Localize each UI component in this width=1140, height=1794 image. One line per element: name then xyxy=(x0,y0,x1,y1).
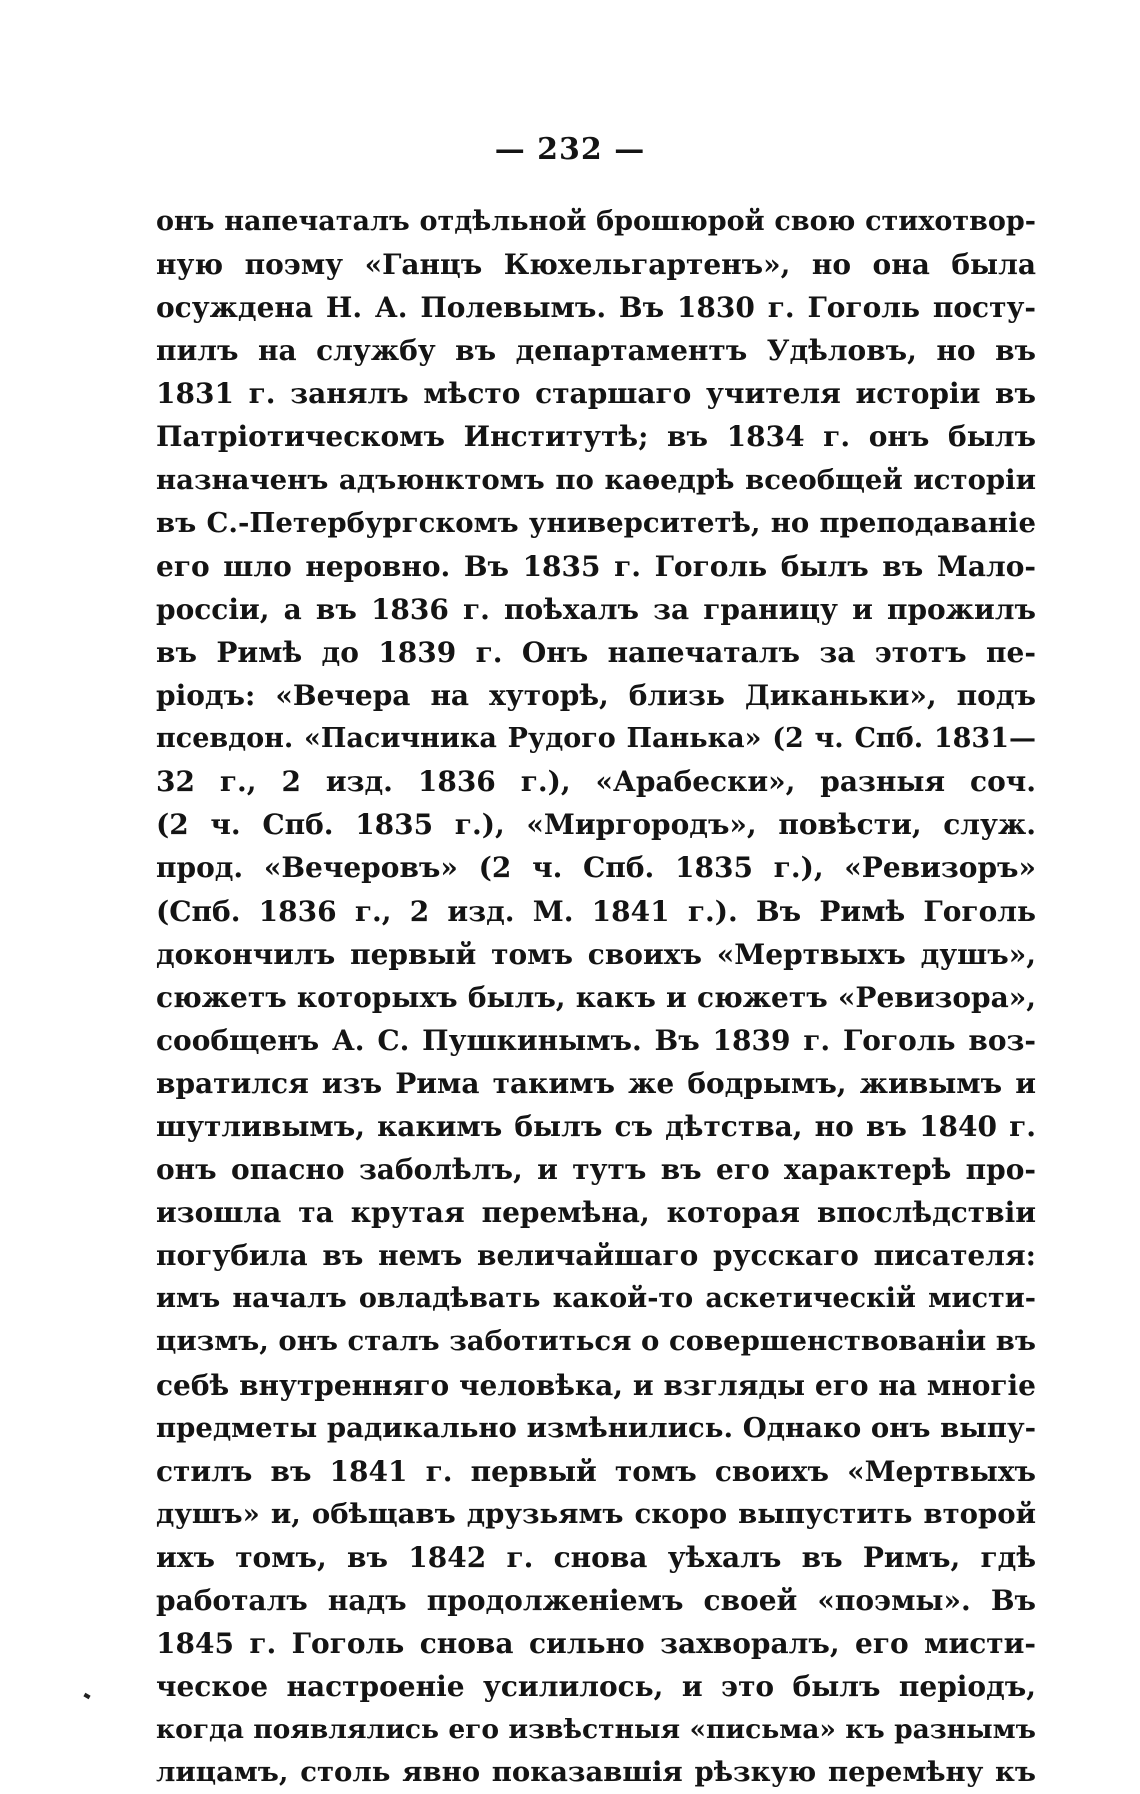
text-line: въ Римѣ до 1839 г. Онъ напечаталъ за этотъ пе- xyxy=(156,635,1036,669)
text-line: пилъ на службу въ департаментъ Удѣловъ, но въ xyxy=(156,334,1036,368)
text-line: цизмъ, онъ сталъ заботиться о совершенствованіи въ xyxy=(156,1325,1036,1358)
print-speck xyxy=(83,1693,90,1699)
text-line: онъ опасно заболѣлъ, и тутъ въ его характерѣ про- xyxy=(156,1153,1036,1187)
text-line: погубила въ немъ величайшаго русскаго писателя: xyxy=(156,1239,1036,1273)
text-line: докончилъ первый томъ своихъ «Мертвыхъ душъ», xyxy=(156,937,1036,971)
text-line: себѣ внутренняго человѣка, и взгляды его на многіе xyxy=(156,1368,1036,1402)
text-line: 1831 г. занялъ мѣсто старшаго учителя исторіи въ xyxy=(156,377,1036,411)
text-line: ную поэму «Ганцъ Кюхельгартенъ», но она была xyxy=(156,248,1036,282)
text-line: 1845 г. Гоголь снова сильно захворалъ, его мисти- xyxy=(156,1627,1036,1661)
text-line: назначенъ адъюнктомъ по каѳедрѣ всеобщей исторіи xyxy=(156,463,1036,496)
text-line: ческое настроеніе усилилось, и это былъ періодъ, xyxy=(156,1670,1036,1704)
page-number: — 232 — xyxy=(494,132,646,167)
text-line: 32 г., 2 изд. 1836 г.), «Арабески», разныя соч. xyxy=(156,765,1036,799)
text-line: имъ началъ овладѣвать какой-то аскетическій мисти- xyxy=(156,1283,1036,1315)
text-line: душъ» и, обѣщавъ друзьямъ скоро выпустить второй xyxy=(156,1497,1036,1530)
text-line: осуждена Н. А. Полевымъ. Въ 1830 г. Гоголь посту- xyxy=(156,291,1036,325)
text-line: прод. «Вечеровъ» (2 ч. Спб. 1835 г.), «Ревизоръ» xyxy=(156,851,1036,885)
text-line: его шло неровно. Въ 1835 г. Гоголь былъ въ Мало- xyxy=(156,549,1036,583)
text-line: лицамъ, столь явно показавшія рѣзкую перемѣну къ xyxy=(156,1756,1036,1789)
text-line: онъ напечаталъ отдѣльной брошюрой свою стихотвор- xyxy=(156,206,1036,237)
text-line: стилъ въ 1841 г. первый томъ своихъ «Мертвыхъ xyxy=(156,1454,1036,1488)
text-line: изошла та крутая перемѣна, которая впослѣдствіи xyxy=(156,1196,1036,1230)
text-line: шутливымъ, какимъ былъ съ дѣтства, но въ 1840 г. xyxy=(156,1109,1036,1143)
text-line: псевдон. «Пасичника Рудого Панька» (2 ч. Спб. 1831— xyxy=(156,723,1036,755)
text-line: когда появлялись его извѣстныя «письма» къ разнымъ xyxy=(156,1714,1036,1746)
text-line: вратился изъ Рима такимъ же бодрымъ, живымъ и xyxy=(156,1066,1036,1100)
text-line: работалъ надъ продолженіемъ своей «поэмы». Въ xyxy=(156,1584,1036,1617)
text-line: россіи, а въ 1836 г. поѣхалъ за границу и прожилъ xyxy=(156,592,1036,626)
text-line: въ С.-Петербургскомъ университетѣ, но преподаваніе xyxy=(156,506,1036,539)
text-line: (2 ч. Спб. 1835 г.), «Миргородъ», повѣсти, служ. xyxy=(156,808,1036,842)
text-line: сообщенъ А. С. Пушкинымъ. Въ 1839 г. Гоголь воз- xyxy=(156,1023,1036,1057)
text-line: Патріотическомъ Институтѣ; въ 1834 г. онъ былъ xyxy=(156,420,1036,454)
text-line: сюжетъ которыхъ былъ, какъ и сюжетъ «Ревизора», xyxy=(156,980,1036,1014)
text-line: ихъ томъ, въ 1842 г. снова уѣхалъ въ Римъ, гдѣ xyxy=(156,1540,1036,1574)
text-line: (Спб. 1836 г., 2 изд. М. 1841 г.). Въ Римѣ Гоголь xyxy=(156,894,1036,928)
body-text xyxy=(156,200,1036,1794)
text-line: предметы радикально измѣнились. Однако онъ выпу- xyxy=(156,1411,1036,1444)
text-line: ріодъ: «Вечера на хуторѣ, близь Диканьки», подъ xyxy=(156,679,1036,713)
